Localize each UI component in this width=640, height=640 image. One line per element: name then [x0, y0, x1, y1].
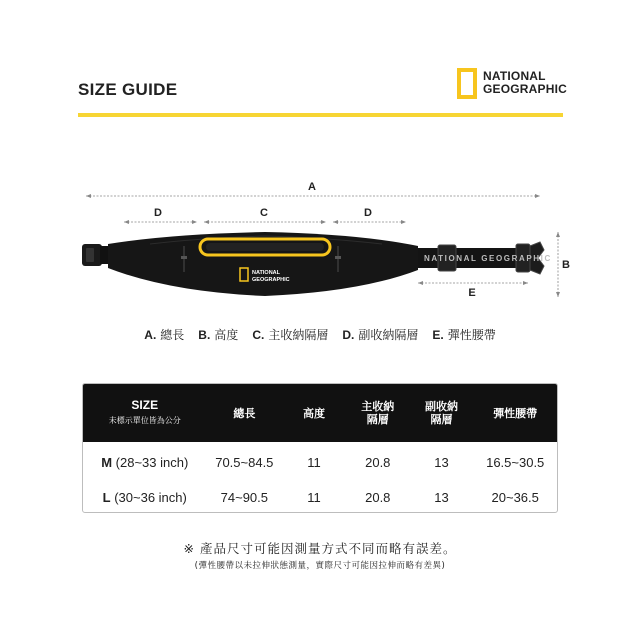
header-total-length: 總長	[233, 406, 256, 420]
table-row	[83, 480, 557, 513]
label-e: E	[468, 287, 476, 299]
legend-item-b: B. 高度	[198, 328, 239, 342]
label-d-right: D	[364, 207, 372, 219]
dimension-legend	[0, 326, 640, 343]
brand-line-1: NATIONAL	[483, 69, 546, 83]
cell-size: M (28~33 inch)	[101, 455, 189, 470]
elastic-strap-icon	[418, 242, 552, 274]
legend-item-c: C. 主收納隔層	[252, 328, 329, 342]
header-main-compartment: 主收納 隔層	[361, 400, 395, 426]
header-size: SIZE 未標示單位皆為公分	[108, 398, 181, 425]
bag-brand-line-1: NATIONAL	[252, 270, 281, 276]
legend-item-d: D. 副收納隔層	[342, 328, 419, 342]
size-table	[82, 383, 558, 513]
label-c: C	[260, 207, 268, 219]
cell-main-compartment: 20.8	[365, 455, 391, 470]
elastic-belt-note: (彈性腰帶以未拉伸狀態測量，實際尺寸可能因拉伸而略有差異)	[194, 561, 446, 571]
table-header	[83, 384, 557, 442]
page-title: SIZE GUIDE	[78, 80, 178, 99]
strap-brand-text: NATIONAL GEOGRAPHIC	[424, 254, 552, 263]
label-b: B	[562, 259, 570, 271]
header-height: 高度	[303, 406, 326, 420]
cell-elastic-belt: 16.5~30.5	[486, 455, 545, 470]
cell-elastic-belt: 20~36.5	[491, 490, 539, 505]
cell-sub-compartment: 13	[434, 490, 449, 505]
left-buckle-icon	[82, 244, 110, 266]
header-elastic-belt: 彈性腰帶	[493, 406, 538, 420]
label-d-left: D	[154, 207, 162, 219]
cell-total-length: 74~90.5	[220, 490, 268, 505]
cell-main-compartment: 20.8	[365, 490, 391, 505]
cell-size: L (30~36 inch)	[102, 490, 187, 505]
bag-brand-line-2: GEOGRAPHIC	[252, 277, 290, 283]
brand-line-2: GEOGRAPHIC	[483, 82, 568, 96]
label-a: A	[308, 181, 316, 193]
belt-bag-icon	[108, 232, 418, 296]
cell-height: 11	[307, 490, 321, 505]
measurement-note: ※ 產品尺寸可能因測量方式不同而略有誤差。	[183, 541, 457, 556]
table-row	[83, 445, 557, 480]
legend-item-a: A. 總長	[144, 328, 185, 342]
cell-total-length: 70.5~84.5	[215, 455, 274, 470]
cell-height: 11	[307, 455, 321, 470]
legend-item-e: E. 彈性腰帶	[432, 328, 496, 342]
cell-sub-compartment: 13	[434, 455, 449, 470]
header-sub-compartment: 副收納 隔層	[425, 400, 458, 426]
